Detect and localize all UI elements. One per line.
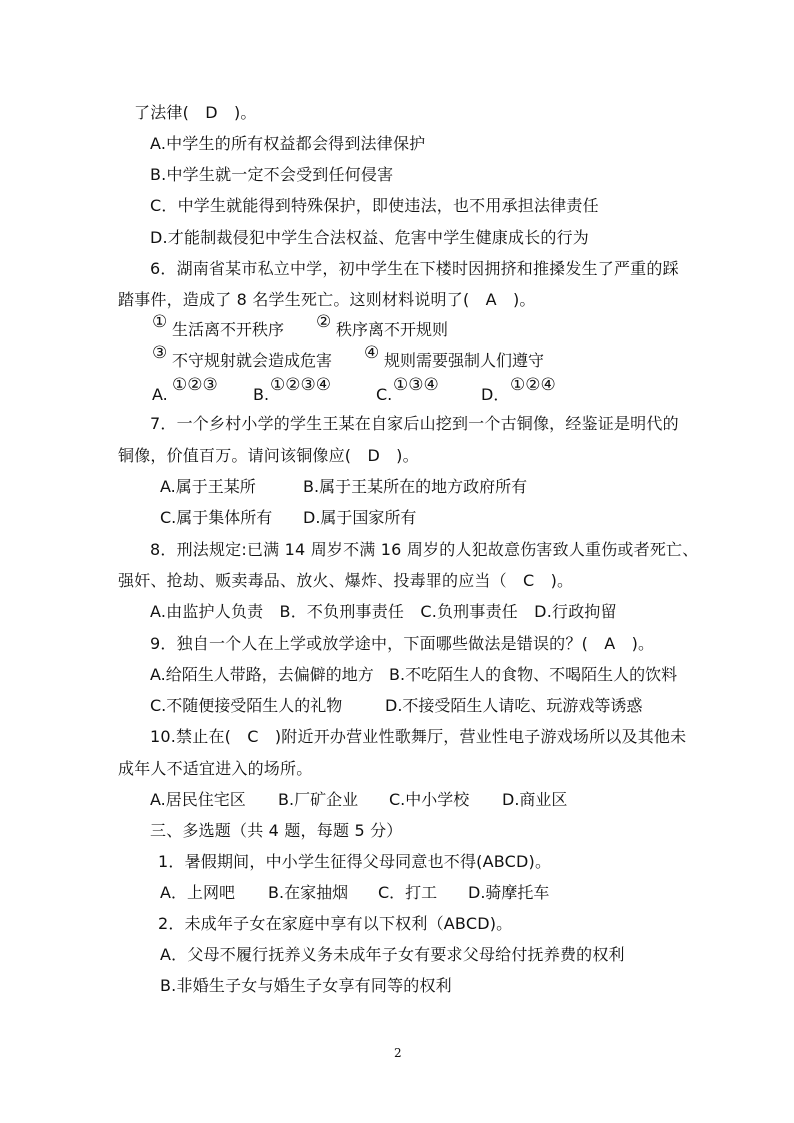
m1-stem: 1．暑假期间，中小学生征得父母同意也不得(ABCD)。 [158, 852, 552, 871]
q7-stem-line1: 7．一个乡村小学的学生王某在自家后山挖到一个古铜像，经鉴证是明代的 [150, 414, 679, 433]
q7-option-b: B.属于王某所在的地方政府所有 [303, 477, 528, 496]
q9-option-d: D.不接受陌生人请吃、玩游戏等诱惑 [385, 696, 643, 715]
m2-stem: 2．未成年子女在家庭中享有以下权利（ABCD)。 [158, 914, 513, 933]
q10-stem-line1: 10.禁止在( C )附近开办营业性歌舞厅，营业性电子游戏场所以及其他未 [150, 727, 687, 746]
q6-stem-line2: 踏事件，造成了 8 名学生死亡。这则材料说明了( A )。 [118, 290, 536, 309]
q6-statement-2: 秩序离不开规则 [336, 320, 449, 339]
q9-option-c: C.不随便接受陌生人的礼物 [150, 696, 343, 715]
q6-statement-3-mark: ③ [152, 343, 168, 363]
q6-statement-4: 规则需要强制人们遵守 [384, 351, 545, 370]
q6-option-d-label: D． [481, 385, 510, 404]
m1-option-b: B.在家抽烟 [268, 883, 349, 902]
q5-option-d: D.才能制裁侵犯中学生合法权益、危害中学生健康成长的行为 [150, 228, 590, 247]
m1-option-a: A．上网吧 [160, 883, 235, 902]
q6-option-b-marks: ①②③④ [270, 375, 331, 395]
q6-option-a-label: A. [152, 385, 168, 404]
q8-options: A.由监护人负责 B．不负刑事责任 C.负刑事责任 D.行政拘留 [150, 602, 617, 621]
page-number: 2 [394, 1046, 402, 1060]
q9-option-b: B.不吃陌生人的食物、不喝陌生人的饮料 [389, 665, 678, 684]
q8-stem-line1: 8．刑法规定:已满 14 周岁不满 16 周岁的人犯故意伤害致人重伤或者死亡、 [150, 540, 699, 559]
q10-option-d: D.商业区 [502, 790, 568, 809]
q6-statement-2-mark: ② [316, 312, 332, 332]
q10-stem-line2: 成年人不适宜进入的场所。 [118, 759, 313, 778]
q6-statement-4-mark: ④ [364, 343, 380, 363]
m2-option-a: A．父母不履行抚养义务未成年子女有要求父母给付抚养费的权利 [160, 945, 625, 964]
q6-stem-line1: 6．湖南省某市私立中学，初中学生在下楼时因拥挤和推搡发生了严重的踩 [150, 259, 679, 278]
q6-statement-1: 生活离不开秩序 [172, 320, 285, 339]
q5-option-b: B.中学生就一定不会受到任何侵害 [150, 165, 394, 184]
q6-option-b-label: B. [253, 385, 270, 404]
q5-option-a: A.中学生的所有权益都会得到法律保护 [150, 134, 426, 153]
q5-tail: 了法律( D )。 [134, 103, 257, 122]
q7-option-a: A.属于王某所 [160, 477, 256, 496]
q9-option-a: A.给陌生人带路，去偏僻的地方 [150, 665, 374, 684]
m2-option-b: B.非婚生子女与婚生子女享有同等的权利 [160, 976, 452, 995]
q10-option-b: B.厂矿企业 [278, 790, 359, 809]
q7-stem-line2: 铜像，价值百万。请问该铜像应( D )。 [118, 446, 419, 465]
q10-option-c: C.中小学校 [389, 790, 470, 809]
m1-option-c: C．打工 [378, 883, 438, 902]
q6-option-a-marks: ①②③ [172, 375, 218, 395]
m1-option-d: D.骑摩托车 [468, 883, 550, 902]
q8-stem-line2: 强奸、抢劫、贩卖毒品、放火、爆炸、投毒罪的应当（ C )。 [118, 571, 574, 590]
q6-option-d-marks: ①②④ [510, 375, 556, 395]
q6-option-c-label: C. [376, 385, 393, 404]
q6-statement-1-mark: ① [152, 312, 168, 332]
q5-option-c: C．中学生就能得到特殊保护，即使违法，也不用承担法律责任 [150, 196, 599, 215]
q6-option-c-marks: ①③④ [393, 375, 439, 395]
section-title-multiple-choice: 三、多选题（共 4 题，每题 5 分） [150, 821, 403, 840]
q6-statement-3: 不守规射就会造成危害 [172, 351, 333, 370]
q9-stem: 9．独自一个人在上学或放学途中，下面哪些做法是错误的？( A )。 [150, 634, 655, 653]
q7-option-d: D.属于国家所有 [303, 508, 417, 527]
q7-option-c: C.属于集体所有 [160, 508, 273, 527]
q10-option-a: A.居民住宅区 [150, 790, 246, 809]
